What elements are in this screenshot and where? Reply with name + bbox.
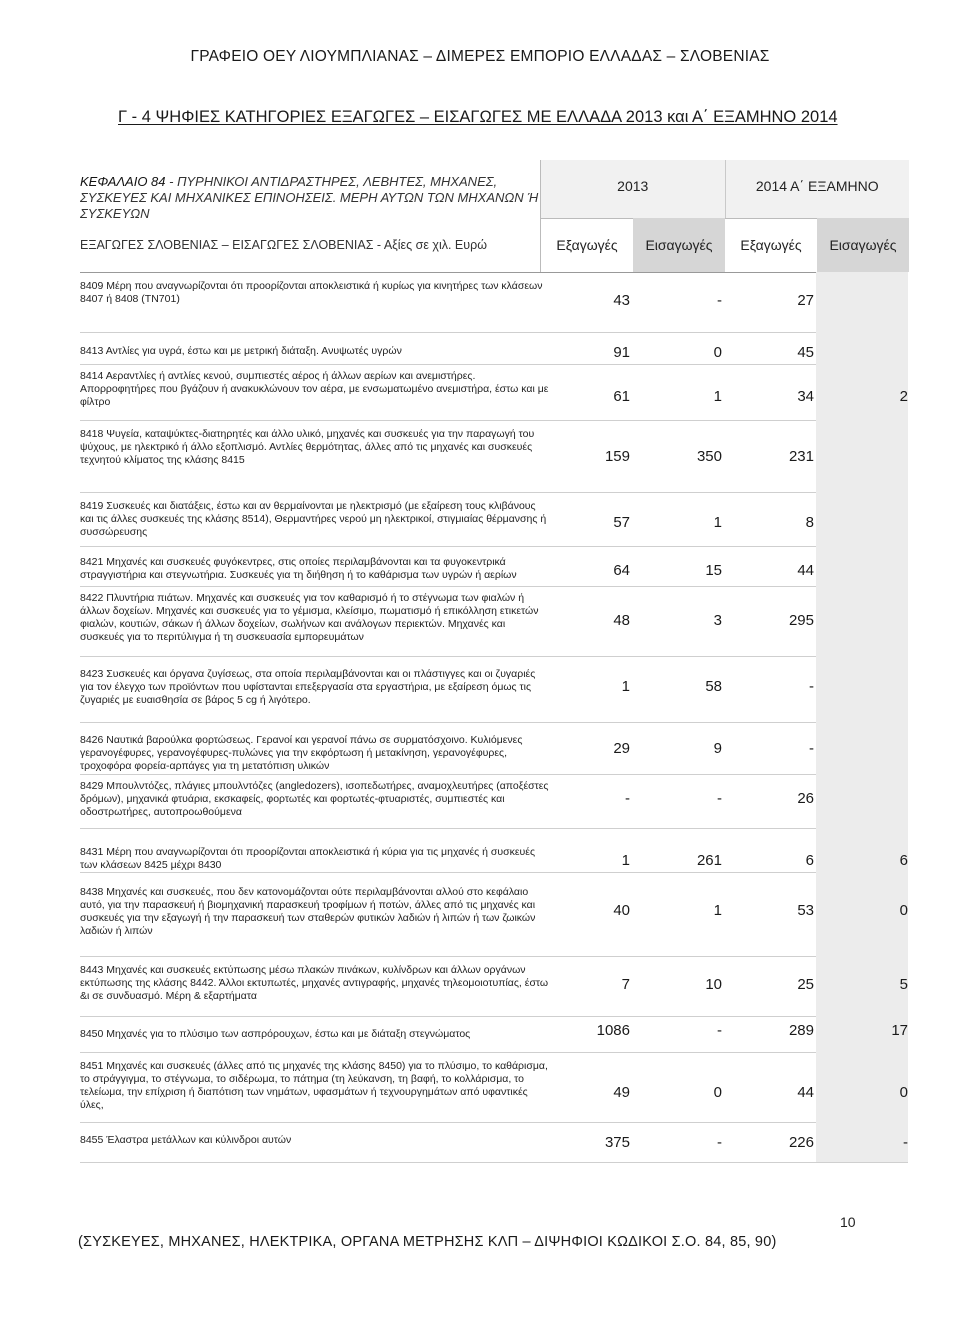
row-description <box>80 1060 550 1112</box>
row-text: Μηχανές και συσκευές φυγόκεντρες, στις οποίες περιλαμβάνονται και τα φυγοκεντρικά στραγγιστήρια και στεγνωτήρια. Συσκευές για τη διήθηση ή το καθάρισμα των υγρών ή αερίων <box>80 556 517 581</box>
table-row <box>80 656 908 723</box>
value-2014-exports: 231 <box>788 448 814 465</box>
value-2013-imports: 0 <box>713 1084 722 1101</box>
table-row <box>80 1122 908 1163</box>
row-text: Μέρη που αναγνωρίζονται ότι προορίζονται αποκλειστικά ή κύρια για τις μηχανές ή συσκευές των κλάσεων 8425 μέχρι 8430 <box>80 846 536 871</box>
row-text: Μπουλντόζες, πλάγιες μπουλντόζες (angledozers), ισοπεδωτήρες, αναμοχλευτήρες (αποξέστες δρόμων), μηχανικά φτυάρια, εκσκαφείς, φορτωτές και φορτωτές-φτυαριστές, συμπιεστές και οδοστρωτήρες, αυτοπροωθούμενα <box>80 780 549 818</box>
footer-caption: (ΣΥΣΚΕΥΕΣ, ΜΗΧΑΝΕΣ, ΗΛΕΚΤΡΙΚΑ, ΟΡΓΑΝΑ ΜΕΤΡΗΣΗΣ ΚΛΠ – ΔΙΨΗΦΙΟΙ ΚΩΔΙΚΟΙ Σ.Ο. 84, 85, 90) <box>78 1234 777 1250</box>
value-2013-imports: - <box>717 1134 722 1151</box>
row-text: Μέρη που αναγνωρίζονται ότι προορίζονται αποκλειστικά ή κυρίως για κινητήρες των κλάσεων 8407 ή 8408 (ΤΝ701) <box>80 280 543 305</box>
row-text: Αεραντλίες ή αντλίες κενού, συμπιεστές αέρος ή άλλων αερίων και ανεμιστήρες. Απορροφητήρες που βγάζουν ή ανακυκλώνουν τον αέρα, με ενσωματωμένο ανεμιστήρα, έστω και με φίλτρο <box>80 370 549 408</box>
year-header-row <box>540 160 909 219</box>
imports-column-shade <box>816 656 908 722</box>
value-2014-imports: 2 <box>899 388 908 405</box>
col-2013-exports: Εξαγωγές <box>556 237 618 253</box>
imports-column-shade <box>816 492 908 546</box>
table-header <box>80 160 908 273</box>
value-2013-imports: - <box>717 1022 722 1039</box>
value-2014-exports: 53 <box>797 902 814 919</box>
value-2014-imports: 17 <box>891 1022 908 1039</box>
value-2014-exports: 44 <box>797 1084 814 1101</box>
value-2013-exports: 159 <box>604 448 630 465</box>
row-description <box>80 370 550 409</box>
chapter-heading <box>80 174 540 222</box>
imports-column-shade <box>816 722 908 774</box>
col-2014-exports: Εξαγωγές <box>740 237 802 253</box>
value-2014-exports: 45 <box>797 344 814 361</box>
table-row <box>80 332 908 365</box>
value-2014-exports: - <box>809 678 814 695</box>
value-2014-exports: 27 <box>797 292 814 309</box>
year-2014-header: 2014 Α΄ ΕΞΑΜΗΝΟ <box>725 160 910 218</box>
table-row <box>80 774 908 829</box>
row-text: Ψυγεία, καταψύκτες-διατηρητές και άλλο υλικό, μηχανές και συσκευές για την παραγωγή του ψύχους, με ηλεκτρικό ή άλλο εξοπλισμό. Αντλίες θερμότητας, άλλες από τις μηχανές και συσκευές τεχνητού κλίματος της κλάσης 8415 <box>80 428 535 466</box>
row-code: 8429 <box>80 780 104 792</box>
row-description <box>80 668 550 707</box>
value-2013-imports: - <box>717 292 722 309</box>
row-text: Συσκευές και όργανα ζυγίσεως, στα οποία περιλαμβάνονται και οι πλάστιγγες και οι ζυγαριές για τον έλεγχο των προϊόντων που υφίστανται επεξεργασία στα εργαστήρια, με εξαίρεση όμως τις ζυγαριές με ευαισθησία σε βάρος 5 cg ή λιγότερο. <box>80 668 536 706</box>
row-text: Πλυντήρια πιάτων. Μηχανές και συσκευές για τον καθαρισμό ή το στέγνωμα των φιαλών ή άλλων δοχείων. Μηχανές και συσκευές για το γέμισμα, κλείσιμο, πωματισμό ή επικόλληση ετικετών φιαλών, κουτιών, σάκων ή άλλων δοχείων, σωλήνων και ανάλογων περιεκτών. Μηχανές και συσκευές για το περιτύλιγμα ή τη συσκευασία εμπορευμάτων <box>80 592 539 643</box>
imports-column-shade <box>816 586 908 656</box>
value-2013-exports: 61 <box>613 388 630 405</box>
row-text: Μηχανές και συσκευές (άλλες από τις μηχανές της κλάσης 8450) για το πλύσιμο, το καθάρισμα, το στράγγιγμα, το στέγνωμα, το σιδέρωμα, το πάτημα (τη λεύκανση, τη βαφή, το κολλάρισμα, το τελείωμα, την επίχριση ή διαπότιση των νημάτων, υφασμάτων ή τεχνουργημάτων από υφαντικές ύλες, <box>80 1060 548 1111</box>
value-2013-imports: 1 <box>713 902 722 919</box>
value-2014-exports: 8 <box>805 514 814 531</box>
table-row <box>80 722 908 775</box>
row-description <box>80 592 550 644</box>
table-row <box>80 492 908 547</box>
value-2013-exports: 1086 <box>596 1022 630 1039</box>
value-2014-exports: 6 <box>805 852 814 869</box>
row-code: 8419 <box>80 500 104 512</box>
row-text: Συσκευές και διατάξεις, έστω και αν θερμαίνονται με ηλεκτρισμό (με εξαίρεση τους κλιβάνους και τις άλλες συσκευές της κλάσης 8514), Θερμαντήρες νερού μη ηλεκτρικοί, στιγμιαίας θέρμανσης ή συσσώρευσης <box>80 500 547 538</box>
value-2013-exports: 64 <box>613 562 630 579</box>
value-2014-exports: 34 <box>797 388 814 405</box>
table-row <box>80 586 908 657</box>
value-2013-exports: 1 <box>621 852 630 869</box>
table-row <box>80 364 908 421</box>
value-2013-exports: 91 <box>613 344 630 361</box>
value-2013-imports: 15 <box>705 562 722 579</box>
row-code: 8443 <box>80 964 104 976</box>
row-description <box>80 1028 550 1041</box>
imports-column-shade <box>816 272 908 332</box>
row-text: Έλαστρα μετάλλων και κύλινδροι αυτών <box>106 1134 292 1146</box>
trade-table <box>80 160 908 1151</box>
row-text: Αντλίες για υγρά, έστω και με μετρική διάταξη. Ανυψωτές υγρών <box>105 345 402 357</box>
value-2013-imports: 350 <box>696 448 722 465</box>
chapter-code: ΚΕΦΑΛΑΙΟ 84 <box>80 174 166 189</box>
row-text: Μηχανές και συσκευές εκτύπωσης μέσω πλακών πινάκων, κυλίνδρων και άλλων οργάνων εκτύπωσης της κλάσης 8442. Άλλοι εκτυπωτές, μηχανές αντιγραφής, μηχανές τηλεομοιοτυπίας, έστω &ι σε συνδυασμό. Μέρη & εξαρτήματα <box>80 964 549 1002</box>
value-2014-imports: - <box>903 1134 908 1151</box>
value-2014-exports: 295 <box>788 612 814 629</box>
row-text: Μηχανές για το πλύσιμο των ασπρόρουχων, έστω και με διάταξη στεγνώματος <box>106 1028 471 1040</box>
value-2013-exports: 48 <box>613 612 630 629</box>
column-header-row <box>540 218 909 272</box>
value-2013-exports: 43 <box>613 292 630 309</box>
row-code: 8451 <box>80 1060 104 1072</box>
row-code: 8426 <box>80 734 104 746</box>
table-row <box>80 420 908 493</box>
value-2014-imports: 0 <box>899 902 908 919</box>
row-code: 8409 <box>80 280 104 292</box>
table-subtitle: ΕΞΑΓΩΓΕΣ ΣΛΟΒΕΝΙΑΣ – ΕΙΣΑΓΩΓΕΣ ΣΛΟΒΕΝΙΑΣ - Αξίες σε χιλ. Ευρώ <box>80 238 487 252</box>
value-2013-exports: 49 <box>613 1084 630 1101</box>
value-2014-exports: 44 <box>797 562 814 579</box>
value-2013-exports: 7 <box>621 976 630 993</box>
value-2013-imports: 0 <box>713 344 722 361</box>
row-code: 8422 <box>80 592 104 604</box>
row-text: Μηχανές και συσκευές, που δεν κατονομάζονται ούτε περιλαμβάνονται αλλού στο κεφάλαιο αυτό, για την παρασκευή ή βιομηχανική παρασκευή τροφίμων ή ποτών, άλλες από τις μηχανές και συσκευές για την εξαγωγή ή την παρασκευή των σταθερών φυτικών λαδιών ή λιπών ή των ζωικών λαδιών ή λιπών <box>80 886 536 937</box>
row-code: 8421 <box>80 556 104 568</box>
table-row <box>80 1052 908 1123</box>
row-code: 8450 <box>80 1028 104 1040</box>
row-description <box>80 280 550 306</box>
imports-column-shade <box>816 774 908 828</box>
row-description <box>80 500 550 539</box>
value-2013-imports: 58 <box>705 678 722 695</box>
value-2014-imports: 5 <box>899 976 908 993</box>
value-2013-exports: 1 <box>621 678 630 695</box>
year-2013-header: 2013 <box>617 178 649 194</box>
row-description <box>80 556 550 582</box>
table-row <box>80 828 908 873</box>
value-2013-exports: 375 <box>604 1134 630 1151</box>
value-2014-imports: 0 <box>899 1084 908 1101</box>
value-2014-exports: - <box>809 740 814 757</box>
imports-column-shade <box>816 420 908 492</box>
office-title: ΓΡΑΦΕΙΟ ΟΕΥ ΛΙΟΥΜΠΛΙΑΝΑΣ – ΔΙΜΕΡΕΣ ΕΜΠΟΡΙΟ ΕΛΛΑΔΑΣ – ΣΛΟΒΕΝΙΑΣ <box>190 48 770 65</box>
row-text: Ναυτικά βαρούλκα φορτώσεως. Γερανοί και γερανοί πάνω σε συρματόσχοινο. Κυλιόμενες γερανογέφυρες, γερανογέφυρες-πυλώνες για την εκφόρτωση ή μετακίνηση, γερανογέφυρες, τροχοφόρα φορεία-αρπάγες για τη μετατόπιση υλικών <box>80 734 523 772</box>
row-description <box>80 428 550 467</box>
imports-column-shade <box>816 332 908 364</box>
row-description <box>80 345 550 358</box>
value-2013-exports: - <box>625 790 630 807</box>
value-2014-imports: 6 <box>899 852 908 869</box>
value-2013-imports: 10 <box>705 976 722 993</box>
page-number: 10 <box>840 1214 856 1230</box>
value-2014-exports: 26 <box>797 790 814 807</box>
row-description <box>80 734 550 773</box>
value-2013-imports: 9 <box>713 740 722 757</box>
imports-column-shade <box>816 546 908 586</box>
value-2013-imports: 1 <box>713 514 722 531</box>
row-code: 8423 <box>80 668 104 680</box>
row-description <box>80 846 550 872</box>
table-row <box>80 872 908 957</box>
value-2013-imports: - <box>717 790 722 807</box>
table-row <box>80 1016 908 1053</box>
chapter-text: - ΠΥΡΗΝΙΚΟΙ ΑΝΤΙΔΡΑΣΤΗΡΕΣ, ΛΕΒΗΤΕΣ, ΜΗΧΑΝΕΣ, ΣΥΣΚΕΥΕΣ ΚΑΙ ΜΗΧΑΝΙΚΕΣ ΕΠΙΝΟΗΣΕΙΣ. ΜΕΡΗ ΑΥΤΩΝ ΤΩΝ ΜΗΧΑΝΩΝ Ή ΣΥΣΚΕΥΩΝ <box>80 174 539 221</box>
value-2013-imports: 1 <box>713 388 722 405</box>
table-row <box>80 272 908 333</box>
value-2014-exports: 289 <box>788 1022 814 1039</box>
value-2013-exports: 29 <box>613 740 630 757</box>
value-2013-imports: 3 <box>713 612 722 629</box>
row-description <box>80 964 550 1003</box>
section-title: Γ - 4 ΨΗΦΙΕΣ ΚΑΤΗΓΟΡΙΕΣ ΕΞΑΓΩΓΕΣ – ΕΙΣΑΓΩΓΕΣ ΜΕ ΕΛΛΑΔΑ 2013 και Α΄ ΕΞΑΜΗΝΟ 2014 <box>118 108 838 126</box>
value-2014-exports: 25 <box>797 976 814 993</box>
col-2014-imports: Εισαγωγές <box>817 218 909 272</box>
value-2013-exports: 57 <box>613 514 630 531</box>
value-2014-exports: 226 <box>788 1134 814 1151</box>
table-row <box>80 546 908 587</box>
row-description <box>80 886 550 938</box>
row-code: 8414 <box>80 370 104 382</box>
table-row <box>80 956 908 1017</box>
row-code: 8418 <box>80 428 104 440</box>
row-code: 8413 <box>80 345 104 357</box>
col-2013-imports: Εισαγωγές <box>633 218 725 272</box>
value-2013-imports: 261 <box>696 852 722 869</box>
row-code: 8431 <box>80 846 104 858</box>
row-description <box>80 1134 550 1147</box>
row-description <box>80 780 550 819</box>
row-code: 8455 <box>80 1134 104 1146</box>
row-code: 8438 <box>80 886 104 898</box>
value-2013-exports: 40 <box>613 902 630 919</box>
